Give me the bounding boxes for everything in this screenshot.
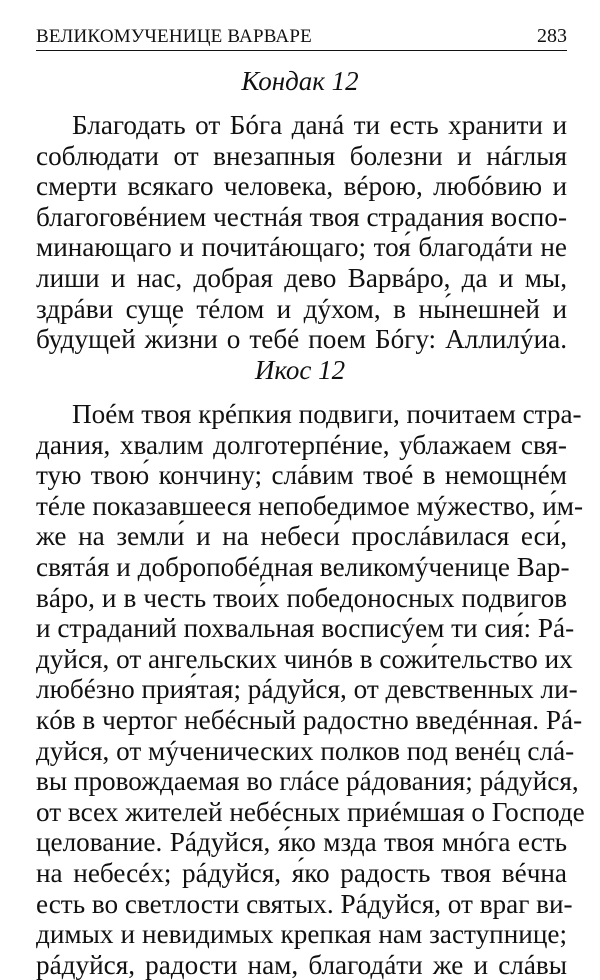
text-line: вáро, и в честь твои́х победоносных подвигов	[36, 582, 567, 613]
text-line: благоговéнием честнáя твоя страдания воспо-	[36, 201, 567, 232]
text-line: здрáви суще тéлом и дýхом, в ны́нешней и	[36, 293, 567, 324]
text-line: любéзно прия́тая; рáдуйся, от девственных ли-	[36, 674, 578, 705]
text-line: Благодать от Бóга данá ти есть хранити и	[72, 110, 567, 140]
text-line: вы провождаемая во глáсе рáдования; рáдуйся,	[36, 766, 579, 797]
text-line: целование. Рáдуйся, я́ко мзда твоя мнóга есть	[36, 827, 567, 858]
text-line: соблюдати от внезапныя болезни и нáглыя	[36, 140, 567, 171]
text-line: Поéм твоя крéпкия подвиги, почитаем стра-	[72, 399, 582, 429]
text-line: же на земли́ и на небеси́ прослáвилася еси́,	[36, 521, 567, 552]
text-line: димых и невидимых крепкая нам заступнице;	[36, 919, 567, 950]
text-line: святáя и добропобéдная великомýченице Вар-	[36, 551, 570, 582]
text-line: дуйся, от ангельских чинóв в сожи́тельство их	[36, 643, 573, 674]
page-number: 283	[537, 25, 567, 47]
kondak-paragraph	[36, 110, 567, 355]
text-line: тéле показавшееся непобедимое мýжество, и́м-	[36, 490, 584, 521]
section-heading-ikos: Икос 12	[254, 355, 346, 385]
text-line: от всех жителей небéсных приéмшая о Господе	[36, 796, 585, 827]
text-line: смерти всякаго человека, вéрою, любóвию и	[36, 171, 567, 202]
ikos-paragraph	[36, 399, 585, 980]
section-heading-kondak: Кондак 12	[241, 66, 359, 96]
text-line: кóв в чертог небéсный радостно введéнная. Рá-	[36, 704, 583, 735]
text-line: есть во светлости святых. Рáдуйся, от враг ви-	[36, 888, 573, 919]
text-line: дания, хвалим долготерпéние, ублажаем свя-	[36, 429, 567, 460]
text-line: тую твою́ кончину; слáвим твоé в немощнéм	[36, 460, 567, 491]
text-line: минающаго и почитáющаго; тоя́ благодáти не	[36, 232, 567, 263]
text-line: рáдуйся, радости нам, благодáти же и слáвы	[36, 949, 567, 980]
text-line: и страданий похвальная восписýем ти сия́: Рá-	[36, 613, 575, 644]
text-line: дуйся, от мýченических полков под венéц слá-	[36, 735, 575, 766]
text-line: лиши и нас, добрая дево Варвáро, да и мы,	[36, 262, 567, 293]
text-line: будущей жи́зни о тебé поем Бóгу: Аллилýиа.	[36, 324, 567, 355]
running-title: ВЕЛИКОМУЧЕНИЦЕ ВАРВАРЕ	[36, 26, 312, 47]
text-line: на небесéх; рáдуйся, я́ко радость твоя вéчна	[36, 857, 567, 888]
running-header	[36, 22, 567, 51]
